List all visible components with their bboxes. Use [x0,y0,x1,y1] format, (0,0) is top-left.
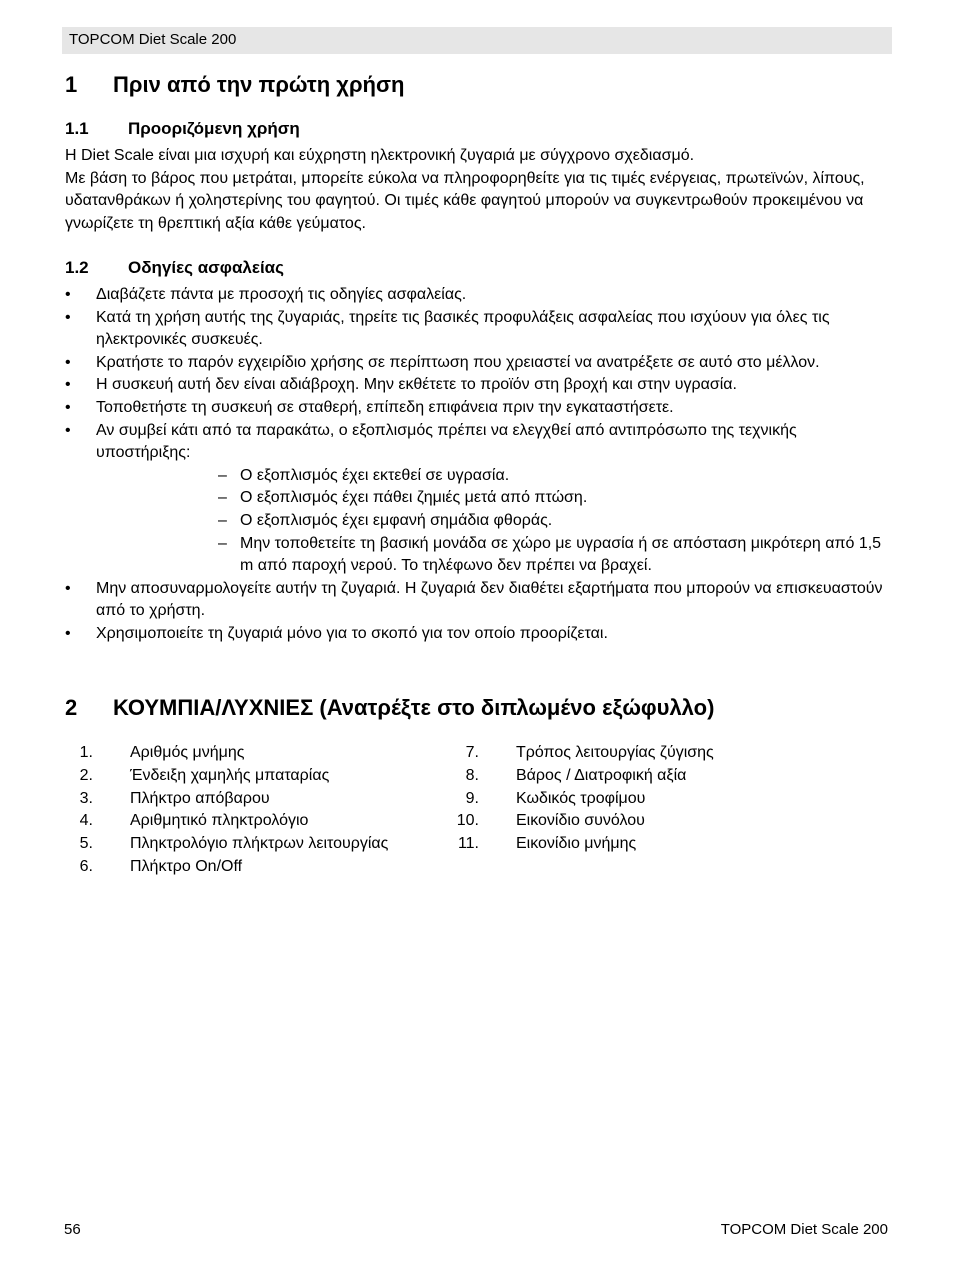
safety-item: • Τοποθετήστε τη συσκευή σε σταθερή, επίπεδη επιφάνεια πριν την εγκαταστήσετε. [65,397,895,420]
section-number: 2 [65,695,78,720]
intended-use-line: Η Diet Scale είναι μια ισχυρή και εύχρηστη ηλεκτρονική ζυγαριά με σύγχρονο σχεδιασμό. [65,147,695,164]
list-item [451,742,714,765]
item-label: Βάρος / Διατροφική αξία [516,766,687,784]
safety-item: • Χρησιμοποιείτε τη ζυγαριά μόνο για το σκοπό για τον οποίο προορίζεται. [65,623,895,646]
safety-subitem: – Μην τοποθετείτε τη βασική μονάδα σε χώρο με υγρασία ή σε απόσταση μικρότερη από 1,5 m από παροχή νερού. Το τηλέφωνο δεν πρέπει να βραχεί. [218,533,895,578]
page-number: 56 [64,1221,81,1238]
item-number: 10. [456,812,479,830]
item-label: Ένδειξη χαμηλής μπαταρίας [130,766,330,784]
item-label: Εικονίδιο συνόλου [516,812,645,830]
subsection-number: 1.2 [65,258,89,277]
item-label: Εικονίδιο μνήμης [516,835,637,853]
safety-subitem: – Ο εξοπλισμός έχει εμφανή σημάδια φθοράς. [218,510,895,533]
section-2-heading [65,695,714,721]
list-item [65,788,388,811]
list-item [65,810,388,833]
safety-item: • Διαβάζετε πάντα με προσοχή τις οδηγίες ασφαλείας. [65,284,895,307]
list-item [451,810,714,833]
list-item [65,765,388,788]
item-label: Αριθμός μνήμης [130,744,245,761]
list-item [451,788,714,811]
safety-item: • Κατά τη χρήση αυτής της ζυγαριάς, τηρείτε τις βασικές προφυλάξεις ασφαλείας που ισχύουν για όλες τις ηλεκτρονικές συσκευές. [65,307,895,352]
header-title: TOPCOM Diet Scale 200 [69,31,237,48]
safety-item: • Η συσκευή αυτή δεν είναι αδιάβροχη. Μην εκθέτετε το προϊόν στη βροχή και στην υγρασία. [65,374,895,397]
item-number: 4. [79,812,93,830]
section-1-2-heading [65,258,284,278]
item-number: 3. [79,789,93,807]
item-number: 2. [79,766,93,784]
subsection-title: Οδηγίες ασφαλείας [128,258,284,277]
section-title: ΚΟΥΜΠΙΑ/ΛΥΧΝΙΕΣ (Ανατρέξτε στο διπλωμένο εξώφυλλο) [113,695,715,720]
safety-subitem: – Ο εξοπλισμός έχει εκτεθεί σε υγρασία. [218,465,895,488]
item-number: 9. [465,789,479,807]
subsection-title: Προοριζόμενη χρήση [128,119,300,138]
list-item [65,833,388,856]
item-label: Πληκτρολόγιο πλήκτρων λειτουργίας [130,835,389,853]
section-1-1-heading [65,119,300,139]
item-label: Πλήκτρο απόβαρου [130,789,270,807]
safety-item: • Κρατήστε το παρόν εγχειρίδιο χρήσης σε περίπτωση που χρειαστεί να ανατρέξετε σε αυτό στο μέλλον. [65,352,895,375]
buttons-list-right [451,742,714,856]
intended-use-paragraph [65,145,895,235]
running-header [62,27,892,54]
item-number: 8. [465,766,479,784]
intended-use-line: Με βάση το βάρος που μετράται, μπορείτε εύκολα να πληροφορηθείτε για τις τιμές ενέργειας, πρωτεϊνών, λίπους, υδατανθράκων ή χοληστερίνης του φαγητού. Οι τιμές κάθε φαγητού μπορούν να συγκεντρωθούν προκειμένου να γνωρίζετε τη θρεπτική αξία κάθε γεύματος. [65,169,865,232]
item-number: 5. [79,835,93,853]
section-number: 1 [65,72,78,97]
safety-item-with-subitems [65,420,895,578]
list-item [65,856,388,879]
item-number: 7. [465,744,479,761]
item-number: 11. [457,835,479,853]
item-label: Κωδικός τροφίμου [516,789,646,807]
section-title: Πριν από την πρώτη χρήση [113,72,405,97]
item-label: Αριθμητικό πληκτρολόγιο [130,812,309,830]
item-number: 1. [79,744,93,761]
safety-item-text: Αν συμβεί κάτι από τα παρακάτω, ο εξοπλισμός πρέπει να ελεγχθεί από αντιπρόσωπο της τεχνικής υποστήριξης: [96,421,797,462]
footer-title: TOPCOM Diet Scale 200 [720,1221,888,1238]
item-number: 6. [79,857,93,875]
list-item [65,742,388,765]
list-item [451,765,714,788]
subsection-number: 1.1 [65,119,89,138]
safety-bullet-list [65,284,895,646]
safety-subitem-list [96,465,895,578]
safety-item: • Μην αποσυναρμολογείτε αυτήν τη ζυγαριά. Η ζυγαριά δεν διαθέτει εξαρτήματα που μπορούν να επισκευαστούν από το χρήστη. [65,578,895,623]
safety-subitem: – Ο εξοπλισμός έχει πάθει ζημιές μετά από πτώση. [218,487,895,510]
buttons-list-left [65,742,388,879]
list-item [451,833,714,856]
item-label: Πλήκτρο On/Off [130,857,243,875]
item-label: Τρόπος λειτουργίας ζύγισης [516,744,714,761]
section-1-heading [65,72,404,98]
